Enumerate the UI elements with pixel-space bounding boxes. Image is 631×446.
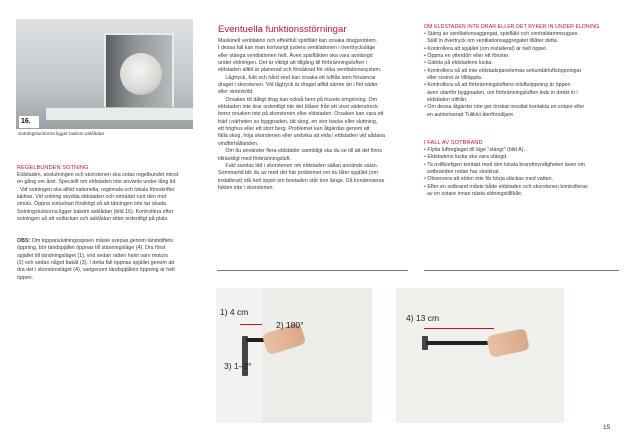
list-item-text: eldstaden utifrån. (426, 97, 468, 104)
text-line (17, 238, 193, 245)
label-step-1: 1) 4 cm (220, 307, 249, 317)
list-item-text: Eldstadens lucka ska vara stängd. (427, 154, 508, 161)
bullet: • (424, 31, 428, 37)
text-line (17, 260, 193, 267)
damper-handle-extended (426, 341, 488, 345)
text-line: draget i skorstenen. Vid lågtryck är draget alltid sämre än i fint väder (218, 82, 378, 89)
list-item (424, 112, 620, 119)
text-line (17, 253, 193, 260)
divider-rule (217, 270, 408, 271)
list-item-text: Stäng av ventilationsaggregat, spisfläkt och centraldammsugare. (427, 31, 579, 37)
text-line: smuts. Öppna sotluckan försiktigt så att tätningen inte tar skada. (17, 201, 168, 208)
list-item-text: Ta ovillkorligen kontakt med den lokala brandmyndigheten även om (427, 161, 586, 168)
list-item-text: sotbranden redan har slocknat. (426, 169, 500, 176)
list-item (424, 176, 620, 183)
text-line: eller stänga ventilationen helt. Även spisfläkten ska vara avstängd (218, 52, 373, 59)
list-item (424, 191, 620, 198)
bullet: • (424, 45, 428, 52)
list-item (424, 46, 620, 53)
obs-label: OBS: (17, 238, 31, 244)
label-step-4: 4) 13 cm (406, 313, 440, 323)
divider-rule (424, 270, 619, 271)
text-line: Orsaken till dåligt drag kan också bero på husets omgivning. Om (218, 96, 377, 103)
obs-text: dra det i skorstensläget (4), varigenom tändspjällets öppning är helt (17, 267, 175, 274)
text-line: under eldningen. Det är viktigt att tillgång till förbränningsluften i (218, 60, 367, 67)
text-line: Sommartid blir du av med det här problemet om du låter spjället (om (218, 170, 378, 177)
text-line: Fukt samlas lätt i skorstenen om eldstaden sällan används sälan. (218, 162, 379, 169)
list-item-text: Ställ in övertryck om ventilationsaggregatet tillåter detta (426, 38, 557, 45)
wall-background (262, 288, 372, 423)
obs-text: öppning, bör tändspjället öppnas till stänningsläge (4). Dra först (17, 245, 166, 252)
arrow-pull (424, 328, 494, 329)
photo-damper-open (396, 288, 564, 423)
label-step-2: 2) 180° (276, 320, 304, 330)
text-line: vindförhållanden. (218, 140, 259, 147)
list-item-text: Kontrollera att spjället (om installerat) är helt öppet. (427, 45, 548, 52)
photo-damper-operation (216, 288, 372, 423)
obs-text: (2) och sedan något bakåt (3). I detta fall öppnas spjället genom att (17, 260, 175, 267)
list-item (424, 184, 620, 191)
list-item (424, 82, 620, 89)
text-line (17, 275, 193, 282)
text-line: beror orsaken inte på skorstenen eller eldstaden. Orsaken kan vara ett (218, 111, 384, 118)
obs-text: öppen. (17, 274, 34, 281)
text-line: Sotningsluckorna ligger bakom asklådan (bild 16). Kontrollera efter (17, 208, 174, 215)
obs-text: spjället till tändningsläget (1), vrid sedan ratten halvt varv moturs (17, 252, 169, 259)
photo-soot-hatches (16, 19, 193, 129)
list-item-text: Om dessa åtgärder inte ger önskat resultat kontakta en sotare eller (427, 104, 585, 111)
bullet: • (424, 154, 428, 161)
list-item-text: även utanför byggnaden, om förbränningsluften leds in direkt in i (426, 89, 578, 96)
list-item (424, 90, 620, 97)
left-paragraph (17, 172, 193, 223)
list-item-text: Efter en sotbrand måste både eldstaden och skorstenen kontrolleras (427, 183, 588, 190)
list-item-text: av en sotare innan nästa eldningstillfälle. (426, 191, 523, 198)
arrow-pull (240, 324, 262, 325)
text-line: en gång om året. Speciellt om eldstaden inte använts under lång tid (17, 179, 176, 186)
text-line: I dessa fall kan man kortvarigt justera ventilationen i övertrycksläge (218, 45, 376, 52)
bullet: • (424, 147, 428, 153)
text-line: sotningen så att sotluckan och asklådan sitter ordentligt på plats. (17, 216, 169, 223)
text-line: fukten inte i skorstenen. (218, 184, 274, 191)
no-draft-list (424, 31, 620, 119)
text-line: Lågtryck, fukt och hård vind kan orsaka ett luftlås som försämrar (218, 74, 376, 81)
label-step-3: 3) 1–2° (224, 361, 252, 371)
section-heading-chimney-fire: I FALL AV SOTBRAND (424, 140, 483, 146)
bullet: • (424, 67, 428, 74)
obs-text: Om toppanslutningsspisen måste svepas genom tändstiftets (30, 238, 174, 244)
text-line: Eldstaden, anslutningen och skorstenen ska sotas regelbundet minst (17, 172, 179, 178)
list-item-text: Öppna en ytterdörr eller ett fönster. (427, 53, 510, 60)
text-line: iakttas. Vid sotning skydda eldstaden och omrädet runt den mot (17, 194, 167, 201)
list-item-text: eller rostret är tilltäppta. (426, 75, 483, 82)
text-line: tillräckligt med förbränningsluft. (218, 155, 292, 162)
list-item (424, 60, 620, 67)
obs-paragraph (17, 238, 193, 282)
text-line: . Vid sotningen ska alltid nationella, regionala och lokala föreskrifter (17, 186, 175, 193)
section-heading-regular-sweeping: REGELBUNDEN SOTNING (17, 165, 89, 171)
text-line: ett höghus eller ett stort berg. Problemet kan åtgärdas genom att (218, 126, 370, 133)
list-item-text: en auktoriserad Tulikivi återförsäljare. (426, 111, 515, 118)
bullet: • (424, 176, 428, 183)
list-item-text: Flytta luftreglaget till läge "stängt" (bild A). (427, 147, 526, 153)
text-line: Om du använder flera eldstäder samtidigt ska du se till att det finns (218, 148, 382, 155)
chimney-fire-list (424, 147, 620, 198)
text-line: fälla skog, höja skorstenen eller undvika att elda i eldstaden vid sådana (218, 133, 385, 140)
bullet: • (424, 60, 428, 67)
list-item (424, 104, 620, 111)
text-line: installerat) stå helt öppet om bostaden står tom länge. Då kondenseras (218, 177, 385, 184)
list-item-text: Kontrollera så att inte eldstadspanelernas sekundärluftsöppningar (427, 67, 582, 74)
figure-number: 16. (19, 116, 39, 128)
text-line: eller vinterköld. (218, 89, 254, 96)
page-title: Eventuella funktionsstörningar (218, 24, 347, 35)
list-item-text: Kontrollera så att förbränningsluftens inluftsöppning är öppen (427, 82, 571, 89)
bullet: • (424, 53, 428, 60)
list-item-text: Glänta på eldstadens lucka. (427, 60, 493, 67)
section-heading-no-draft: OM ELDSTADEN INTE DRAR ELLER DET RYKER IN UNDER ELDNING (424, 24, 600, 30)
text-line (17, 245, 193, 252)
list-item (424, 162, 620, 169)
list-item (424, 68, 620, 75)
bullet: • (424, 161, 428, 168)
figure-caption: Sotningsluckorna ligger bakom asklådan (18, 132, 105, 137)
list-item-text: Observera att elden inte får börja släckas med vatten. (427, 176, 554, 183)
list-item (424, 147, 620, 154)
bullet: • (424, 183, 428, 190)
bullet: • (424, 104, 428, 111)
text-line (17, 267, 193, 274)
text-line: eldstaden alltid är planerad och försäkrad för olika ventilationssystem. (218, 67, 382, 74)
list-item (424, 154, 620, 161)
page-number: 15 (603, 424, 611, 431)
bullet: • (424, 82, 428, 89)
middle-paragraph (218, 38, 408, 192)
wall-background (396, 288, 564, 423)
text-line: träd i närheten av byggnaden, tät skog, en stor backe eller sluttning, (218, 118, 378, 125)
text-line: eldstaden inte drar ordentligt när det blåser från ett visst väderstreck (218, 104, 378, 111)
soot-hatch-disc (120, 53, 162, 95)
list-item (424, 38, 620, 45)
text-line: Maskinell ventilation och effektfull spisfläkt kan orsaka dragproblem. (218, 38, 378, 44)
stove-sill (46, 107, 193, 120)
